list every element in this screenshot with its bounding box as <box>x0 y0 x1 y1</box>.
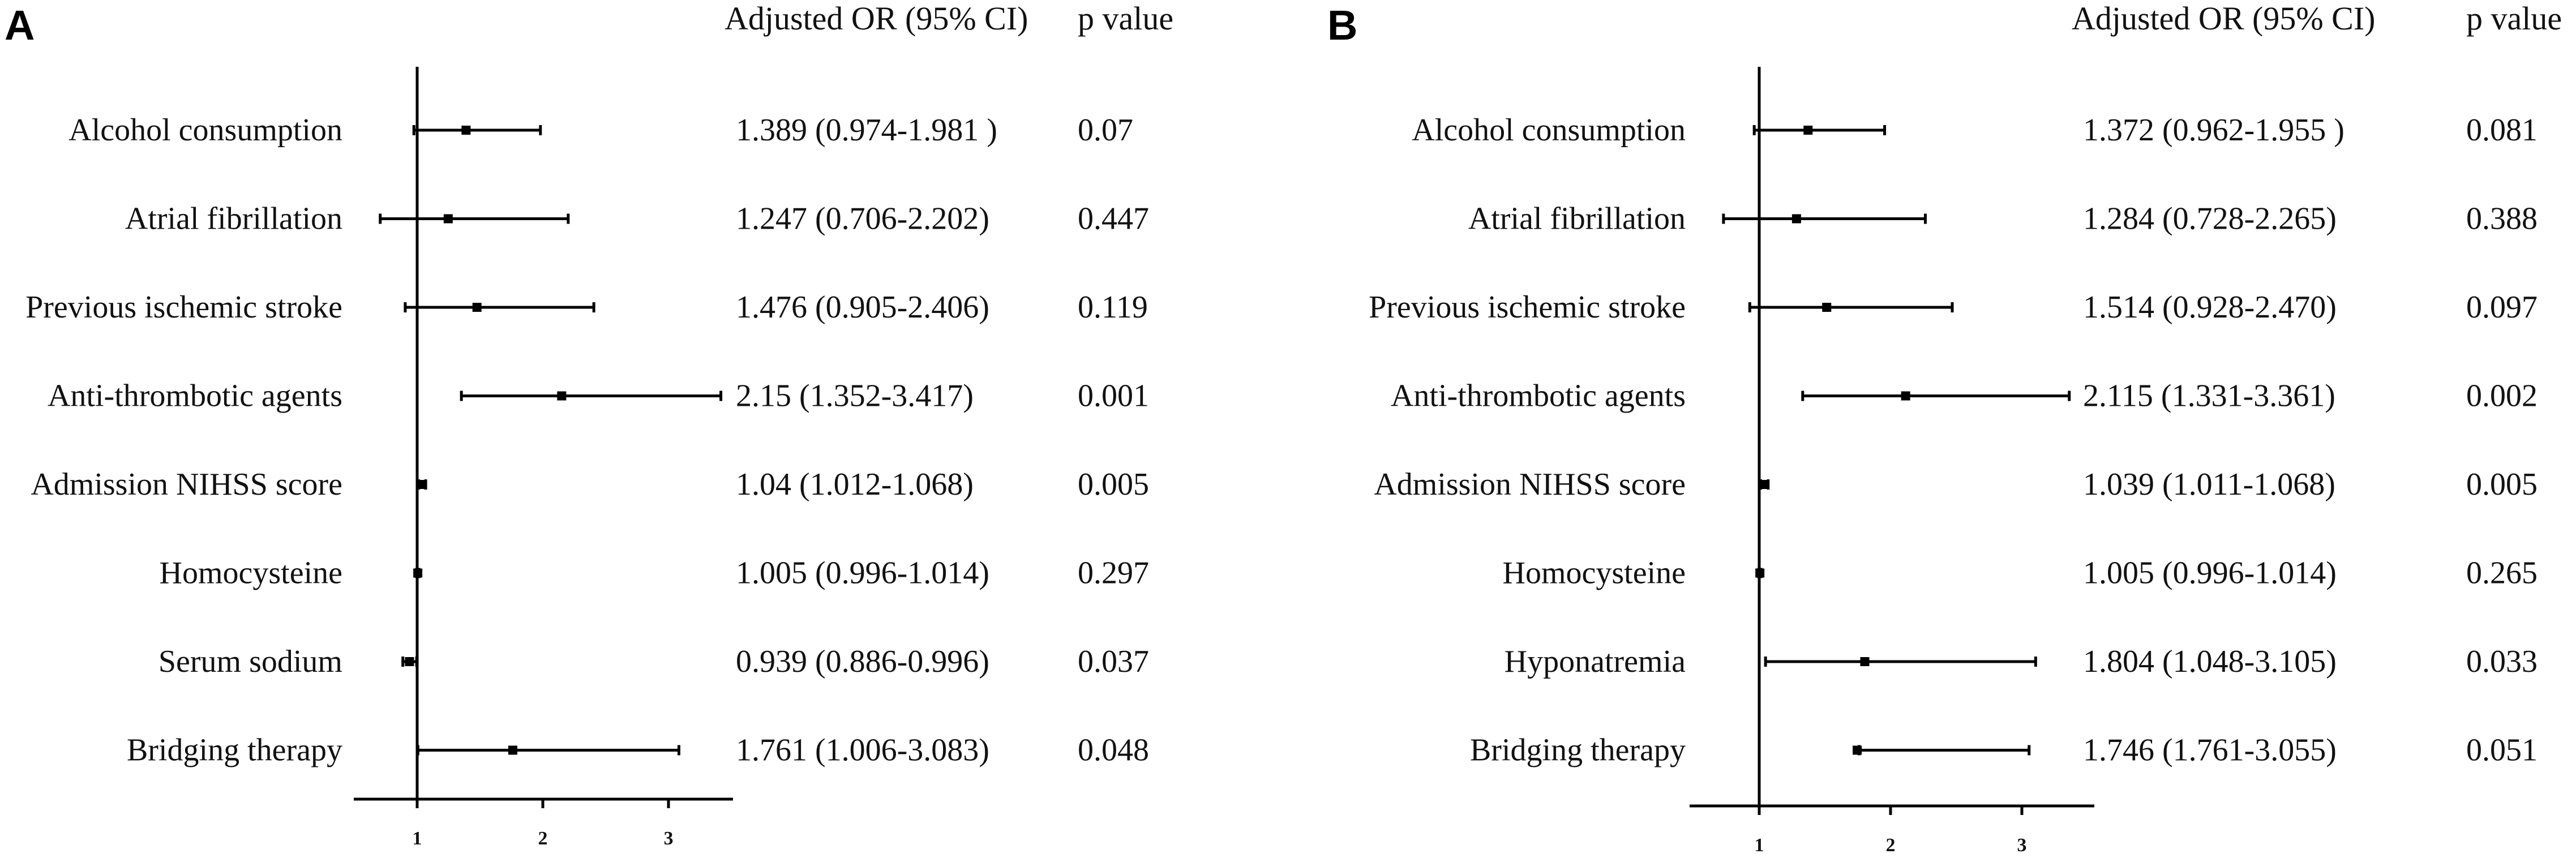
x-tick-label: 2 <box>538 828 548 849</box>
panel-letter: B <box>1327 2 1358 49</box>
p-value: 0.097 <box>2466 290 2538 325</box>
x-tick-label: 2 <box>1885 835 1896 856</box>
forest-panel-b <box>1327 0 2562 856</box>
point-estimate <box>1803 126 1812 135</box>
or-ci-value: 1.476 (0.905-2.406) <box>736 290 989 325</box>
panel-letter: A <box>5 2 35 49</box>
point-estimate <box>1861 657 1870 666</box>
p-value: 0.051 <box>2466 732 2538 768</box>
p-value: 0.265 <box>2466 555 2538 591</box>
header-p-value: p value <box>2466 0 2562 37</box>
row-label: Anti-thrombotic agents <box>47 378 342 414</box>
or-ci-value: 1.247 (0.706-2.202) <box>736 201 989 237</box>
point-estimate <box>461 126 470 135</box>
p-value: 0.005 <box>1078 467 1149 502</box>
p-value: 0.033 <box>2466 644 2538 679</box>
or-ci-value: 1.005 (0.996-1.014) <box>736 555 989 591</box>
row-label: Previous ischemic stroke <box>25 290 342 325</box>
x-tick-label: 3 <box>663 828 674 849</box>
point-estimate <box>1755 569 1764 578</box>
or-ci-value: 1.005 (0.996-1.014) <box>2083 555 2337 591</box>
or-ci-value: 0.939 (0.886-0.996) <box>736 644 989 679</box>
or-ci-value: 2.15 (1.352-3.417) <box>736 378 974 414</box>
x-tick-label: 3 <box>2017 835 2027 856</box>
header-p-value: p value <box>1078 0 1174 37</box>
point-estimate <box>1901 392 1910 401</box>
header-adjusted-or: Adjusted OR (95% CI) <box>725 0 1028 37</box>
or-ci-value: 1.04 (1.012-1.068) <box>736 467 974 502</box>
header-adjusted-or: Adjusted OR (95% CI) <box>2072 0 2376 37</box>
p-value: 0.002 <box>2466 378 2538 414</box>
or-ci-value: 2.115 (1.331-3.361) <box>2083 378 2335 414</box>
p-value: 0.037 <box>1078 644 1149 679</box>
row-label: Homocysteine <box>159 555 342 591</box>
p-value: 0.388 <box>2466 201 2538 237</box>
forest-panel-a <box>5 0 1173 849</box>
point-estimate <box>1853 746 1862 755</box>
p-value: 0.119 <box>1078 290 1148 325</box>
p-value: 0.447 <box>1078 201 1149 237</box>
point-estimate <box>444 215 453 224</box>
or-ci-value: 1.372 (0.962-1.955 ) <box>2083 113 2344 148</box>
point-estimate <box>508 746 517 755</box>
point-estimate <box>557 392 566 401</box>
p-value: 0.005 <box>2466 467 2538 502</box>
row-label: Alcohol consumption <box>1412 113 1686 148</box>
point-estimate <box>1822 303 1831 312</box>
row-label: Admission NIHSS score <box>1374 467 1686 502</box>
x-tick-label: 1 <box>1754 835 1764 856</box>
point-estimate <box>1760 480 1769 489</box>
row-label: Serum sodium <box>158 644 342 679</box>
p-value: 0.297 <box>1078 555 1149 591</box>
p-value: 0.048 <box>1078 732 1149 768</box>
or-ci-value: 1.804 (1.048-3.105) <box>2083 644 2337 679</box>
or-ci-value: 1.389 (0.974-1.981 ) <box>736 113 997 148</box>
point-estimate <box>413 569 422 578</box>
p-value: 0.081 <box>2466 113 2538 148</box>
row-label: Bridging therapy <box>1469 732 1686 768</box>
or-ci-value: 1.746 (1.761-3.055) <box>2083 732 2337 768</box>
or-ci-value: 1.284 (0.728-2.265) <box>2083 201 2337 237</box>
point-estimate <box>405 657 414 666</box>
row-label: Previous ischemic stroke <box>1369 290 1686 325</box>
row-label: Atrial fibrillation <box>1468 201 1686 237</box>
row-label: Admission NIHSS score <box>31 467 342 502</box>
or-ci-value: 1.514 (0.928-2.470) <box>2083 290 2337 325</box>
p-value: 0.001 <box>1078 378 1149 414</box>
row-label: Homocysteine <box>1502 555 1686 591</box>
or-ci-value: 1.039 (1.011-1.068) <box>2083 467 2335 502</box>
p-value: 0.07 <box>1078 113 1133 148</box>
or-ci-value: 1.761 (1.006-3.083) <box>736 732 989 768</box>
point-estimate <box>1792 215 1801 224</box>
row-label: Hyponatremia <box>1504 644 1686 679</box>
row-label: Alcohol consumption <box>68 113 342 148</box>
row-label: Atrial fibrillation <box>125 201 342 237</box>
x-tick-label: 1 <box>412 828 422 849</box>
row-label: Anti-thrombotic agents <box>1390 378 1686 414</box>
row-label: Bridging therapy <box>126 732 342 768</box>
point-estimate <box>418 480 427 489</box>
point-estimate <box>473 303 482 312</box>
